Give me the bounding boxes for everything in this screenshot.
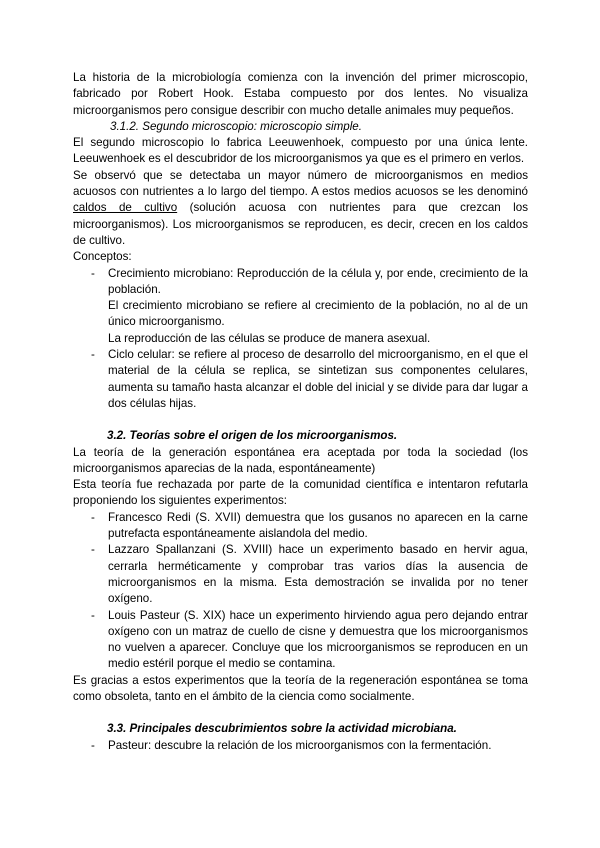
refutacion-paragraph: Esta teoría fue rechazada por parte de la comunidad científica e intentaron refutarla proponiendo los siguientes experimentos: (73, 478, 528, 508)
dash-bullet: - (91, 608, 95, 622)
intro-paragraph: La historia de la microbiología comienza con la invención del primer microscopio, fabricado por Robert Hook. Estaba compuesto por dos lentes. No visualiza microorganismos pero consigue describir con mucho detalle animales muy pequeños. (73, 71, 528, 117)
dash-bullet: - (91, 510, 95, 524)
document-page (73, 70, 528, 754)
section-3-3-heading: 3.3. Principales descubrimientos sobre la actividad microbiana. (107, 722, 457, 736)
leeuwenhoek-paragraph: El segundo microscopio lo fabrica Leeuwenhoek, compuesto por una única lente. Leeuwenhoek es el descubridor de los microorganismos ya que es el primero en verlos. (73, 136, 528, 166)
dash-bullet: - (91, 348, 95, 362)
descubrimientos-list (73, 738, 528, 754)
caldos-text-a: Se observó que se detectaba un mayor número de microorganismos en medios acuosos con nutrientes a lo largo del tiempo. A estos medios acuosos se les denominó (73, 168, 528, 199)
section-3-1-2-heading: 3.1.2. Segundo microscopio: microscopio simple. (110, 119, 362, 133)
list-item (73, 738, 528, 754)
list-item-text: Lazzaro Spallanzani (S. XVIII) hace un experimento basado en hervir agua, cerrarla herméticamente y comprobar tras varios días la ausencia de microorganismos en la misma. Esta demostración se invalida por no tener oxígeno. (108, 543, 528, 606)
caldos-de-cultivo-term: caldos de cultivo (73, 201, 178, 215)
list-item-text: El crecimiento microbiano se refiere al crecimiento de la población, no al de un único microorganismo. (108, 299, 528, 329)
spacer (73, 705, 528, 721)
list-item-text: Francesco Redi (S. XVII) demuestra que los gusanos no aparecen en la carne putrefacta espontáneamente aislandola del medio. (108, 510, 528, 541)
list-item-text: Pasteur: descubre la relación de los microorganismos con la fermentación. (108, 738, 492, 752)
conceptos-list (73, 266, 528, 413)
caldos-text-b: (solución acuosa con nutrientes para que crezcan los microorganismos). Los microorganismos se reproducen, es decir, crecen en los caldos de cultivo. (73, 201, 529, 247)
conclusion-paragraph: Es gracias a estos experimentos que la teoría de la regeneración espontánea se toma como obsoleta, tanto en el ámbito de la ciencia como socialmente. (73, 673, 528, 703)
dash-bullet: - (91, 738, 95, 752)
generacion-espontanea-paragraph: La teoría de la generación espontánea era aceptada por toda la sociedad (los microorganismos aparecias de la nada, espontáneamente) (73, 445, 528, 475)
list-item-text: Crecimiento microbiano: Reproducción de la célula y, por ende, crecimiento de la población. (108, 266, 528, 296)
list-item (73, 347, 528, 412)
list-item-text: Louis Pasteur (S. XIX) hace un experimento hirviendo agua pero dejando entrar oxígeno con un matraz de cuello de cisne y demuestra que los microorganismos no vuelven a aparecer. Concluye que los microorganismos se reproducen en un medio estéril porque el medio se contamina. (108, 608, 528, 671)
list-item (73, 266, 528, 347)
dash-bullet: - (91, 543, 95, 557)
conceptos-label: Conceptos: (73, 250, 132, 264)
dash-bullet: - (91, 266, 95, 280)
list-item-text: La reproducción de las células se produce de manera asexual. (108, 331, 431, 345)
experimentos-list (73, 510, 528, 673)
list-item-text: Ciclo celular: se refiere al proceso de desarrollo del microorganismo, en el que el material de la célula se replica, se sintetizan sus componentes celulares, aumenta su tamaño hasta alcanzar el doble del inicial y se divide para dar lugar a dos células hijas. (108, 348, 528, 410)
section-3-2-heading: 3.2. Teorías sobre el origen de los microorganismos. (107, 429, 398, 443)
list-item (73, 542, 528, 607)
list-item (73, 608, 528, 673)
spacer (73, 412, 528, 428)
caldos-paragraph (73, 168, 528, 249)
list-item (73, 510, 528, 543)
